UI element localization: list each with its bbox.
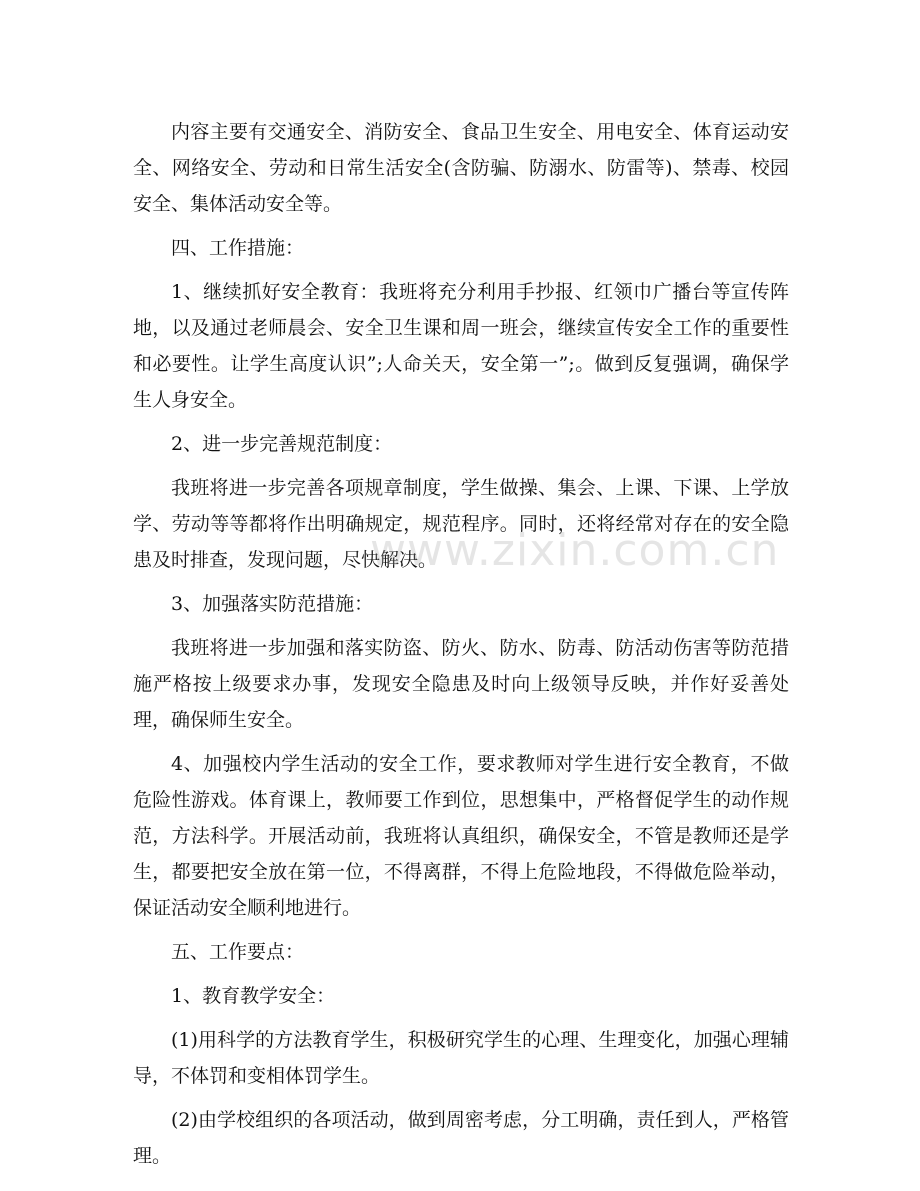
subheading: 1、教育教学安全： bbox=[171, 985, 336, 1007]
paragraph: 1、继续抓好安全教育：我班将充分利用手抄报、红领巾广播台等宣传阵地，以及通过老师晨会、安全卫生课和周一班会，继续宣传安全工作的重要性和必要性。让学生高度认识”;人命关天，安全第一”;。做到反复强调，确保学生人身安全。 bbox=[133, 281, 789, 411]
paragraph: 内容主要有交通安全、消防安全、食品卫生安全、用电安全、体育运动安全、网络安全、劳动和日常生活安全(含防骗、防溺水、防雷等)、禁毒、校园安全、集体活动安全等。 bbox=[133, 121, 789, 215]
document-body bbox=[133, 114, 789, 1182]
paragraph: 4、加强校内学生活动的安全工作，要求教师对学生进行安全教育，不做危险性游戏。体育课上，教师要工作到位，思想集中，严格督促学生的动作规范，方法科学。开展活动前，我班将认真组织，确保安全，不管是教师还是学生，都要把安全放在第一位，不得离群，不得上危险地段，不得做危险举动，保证活动安全顺利地进行。 bbox=[133, 753, 789, 919]
paragraph: (1)用科学的方法教育学生，积极研究学生的心理、生理变化，加强心理辅导，不体罚和变相体罚学生。 bbox=[133, 1029, 789, 1087]
paragraph: 我班将进一步完善各项规章制度，学生做操、集会、上课、下课、上学放学、劳动等等都将作出明确规定，规范程序。同时，还将经常对存在的安全隐患及时排查，发现问题，尽快解决。 bbox=[133, 477, 789, 571]
subheading: 3、加强落实防范措施： bbox=[171, 593, 374, 615]
subheading: 2、进一步完善规范制度： bbox=[171, 433, 393, 455]
section-heading: 四、工作措施： bbox=[171, 237, 305, 259]
paragraph: 我班将进一步加强和落实防盗、防火、防水、防毒、防活动伤害等防范措施严格按上级要求办事，发现安全隐患及时向上级领导反映，并作好妥善处理，确保师生安全。 bbox=[133, 637, 789, 731]
watermark: www.zixin.com.cn bbox=[370, 525, 780, 576]
paragraph: (2)由学校组织的各项活动，做到周密考虑，分工明确，责任到人，严格管理。 bbox=[133, 1109, 789, 1167]
section-heading: 五、工作要点： bbox=[171, 941, 305, 963]
